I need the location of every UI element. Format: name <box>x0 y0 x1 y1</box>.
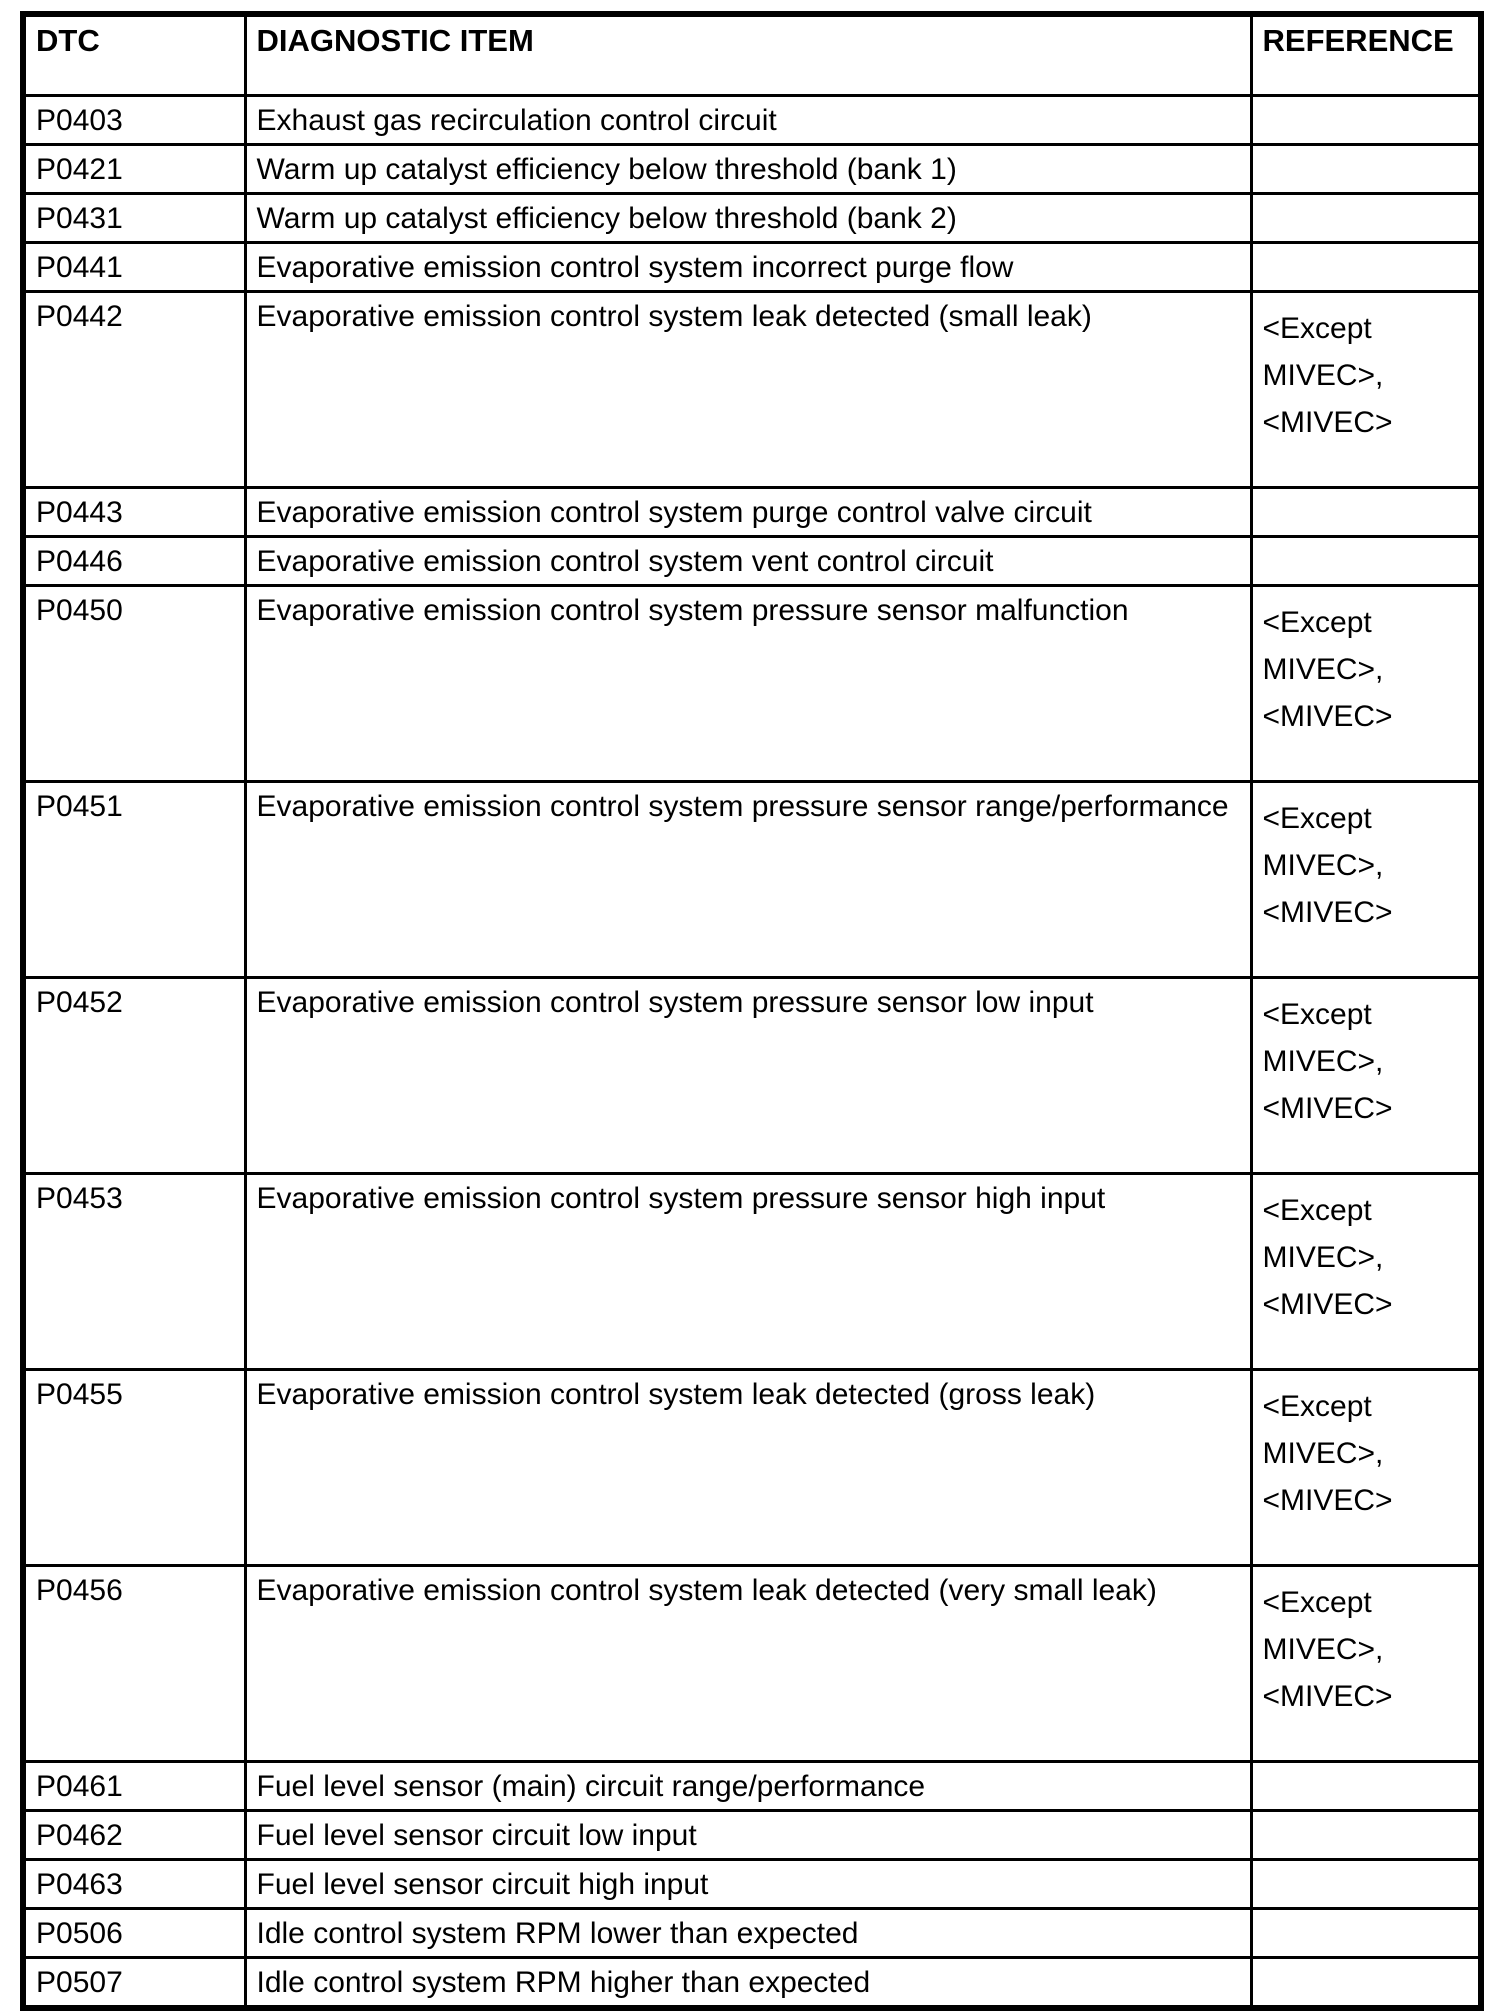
dtc-cell: P0506 <box>23 1908 245 1957</box>
dtc-cell: P0442 <box>23 291 245 487</box>
table-row <box>23 1957 1481 2008</box>
table-row <box>23 977 1481 1173</box>
item-cell: Idle control system RPM lower than expected <box>245 1908 1251 1957</box>
item-cell: Evaporative emission control system purge control valve circuit <box>245 487 1251 536</box>
item-cell: Evaporative emission control system leak detected (very small leak) <box>245 1565 1251 1761</box>
reference-cell: <Except MIVEC>, <MIVEC> <box>1251 1173 1481 1369</box>
column-header-reference: REFERENCE <box>1251 14 1481 95</box>
reference-cell: <Except MIVEC>, <MIVEC> <box>1251 291 1481 487</box>
dtc-cell: P0462 <box>23 1810 245 1859</box>
reference-cell: <Except MIVEC>, <MIVEC> <box>1251 1565 1481 1761</box>
item-cell: Evaporative emission control system pressure sensor high input <box>245 1173 1251 1369</box>
item-cell: Warm up catalyst efficiency below threshold (bank 2) <box>245 193 1251 242</box>
column-header-dtc: DTC <box>23 14 245 95</box>
table-row <box>23 193 1481 242</box>
reference-cell: <Except MIVEC>, <MIVEC> <box>1251 781 1481 977</box>
table-row <box>23 95 1481 144</box>
dtc-cell: P0451 <box>23 781 245 977</box>
dtc-cell: P0443 <box>23 487 245 536</box>
reference-cell <box>1251 1761 1481 1810</box>
reference-cell <box>1251 242 1481 291</box>
reference-cell <box>1251 1908 1481 1957</box>
dtc-table <box>20 11 1484 2011</box>
table-body <box>23 95 1481 2008</box>
item-cell: Evaporative emission control system pressure sensor range/performance <box>245 781 1251 977</box>
item-cell: Exhaust gas recirculation control circuit <box>245 95 1251 144</box>
item-cell: Evaporative emission control system leak detected (small leak) <box>245 291 1251 487</box>
dtc-cell: P0455 <box>23 1369 245 1565</box>
table-row <box>23 585 1481 781</box>
table-row <box>23 1565 1481 1761</box>
dtc-cell: P0452 <box>23 977 245 1173</box>
reference-cell <box>1251 95 1481 144</box>
reference-cell <box>1251 536 1481 585</box>
item-cell: Evaporative emission control system pressure sensor malfunction <box>245 585 1251 781</box>
dtc-cell: P0450 <box>23 585 245 781</box>
reference-cell: <Except MIVEC>, <MIVEC> <box>1251 585 1481 781</box>
reference-cell <box>1251 193 1481 242</box>
dtc-cell: P0446 <box>23 536 245 585</box>
table-row <box>23 1173 1481 1369</box>
item-cell: Evaporative emission control system leak detected (gross leak) <box>245 1369 1251 1565</box>
item-cell: Fuel level sensor circuit high input <box>245 1859 1251 1908</box>
table-row <box>23 1810 1481 1859</box>
dtc-cell: P0421 <box>23 144 245 193</box>
table-row <box>23 291 1481 487</box>
table-row <box>23 781 1481 977</box>
dtc-cell: P0453 <box>23 1173 245 1369</box>
item-cell: Evaporative emission control system incorrect purge flow <box>245 242 1251 291</box>
item-cell: Evaporative emission control system pressure sensor low input <box>245 977 1251 1173</box>
dtc-cell: P0463 <box>23 1859 245 1908</box>
item-cell: Fuel level sensor (main) circuit range/performance <box>245 1761 1251 1810</box>
dtc-cell: P0461 <box>23 1761 245 1810</box>
reference-cell: <Except MIVEC>, <MIVEC> <box>1251 977 1481 1173</box>
reference-cell <box>1251 1957 1481 2008</box>
header-row <box>23 14 1481 95</box>
reference-cell: <Except MIVEC>, <MIVEC> <box>1251 1369 1481 1565</box>
table-row <box>23 536 1481 585</box>
dtc-cell: P0431 <box>23 193 245 242</box>
reference-cell <box>1251 1859 1481 1908</box>
table-row <box>23 242 1481 291</box>
item-cell: Evaporative emission control system vent control circuit <box>245 536 1251 585</box>
table-row <box>23 1369 1481 1565</box>
column-header-diagnostic-item: DIAGNOSTIC ITEM <box>245 14 1251 95</box>
dtc-cell: P0507 <box>23 1957 245 2008</box>
item-cell: Warm up catalyst efficiency below threshold (bank 1) <box>245 144 1251 193</box>
table-row <box>23 487 1481 536</box>
table-row <box>23 1761 1481 1810</box>
item-cell: Fuel level sensor circuit low input <box>245 1810 1251 1859</box>
dtc-cell: P0441 <box>23 242 245 291</box>
table-row <box>23 1908 1481 1957</box>
table-row <box>23 1859 1481 1908</box>
dtc-cell: P0456 <box>23 1565 245 1761</box>
dtc-cell: P0403 <box>23 95 245 144</box>
reference-cell <box>1251 487 1481 536</box>
table-row <box>23 144 1481 193</box>
reference-cell <box>1251 144 1481 193</box>
item-cell: Idle control system RPM higher than expected <box>245 1957 1251 2008</box>
reference-cell <box>1251 1810 1481 1859</box>
